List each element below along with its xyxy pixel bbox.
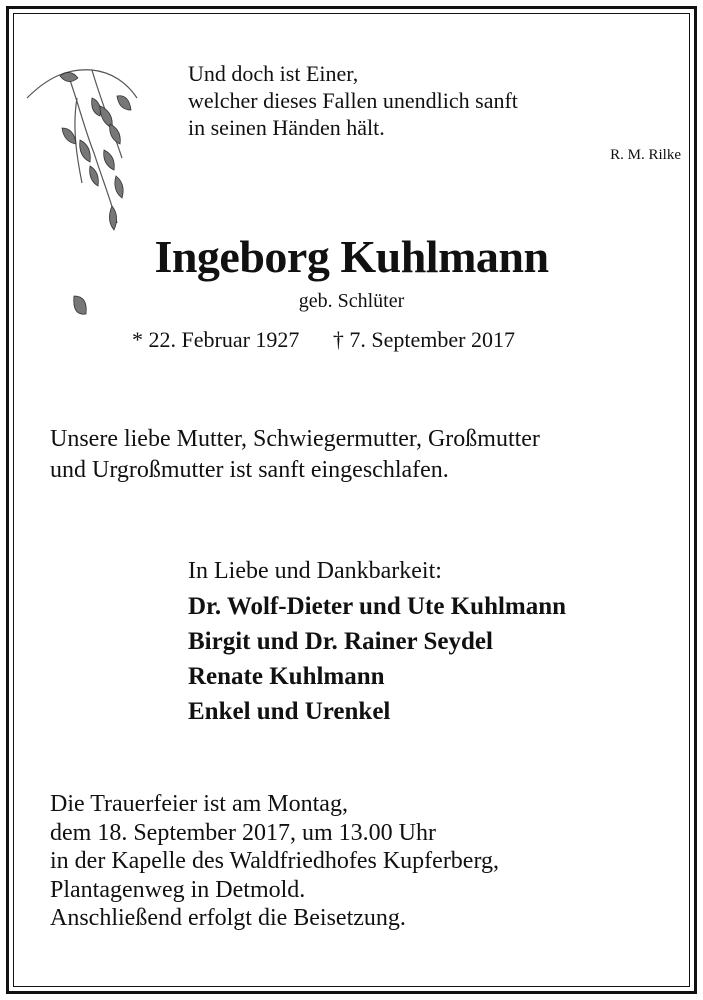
mourners-heading: In Liebe und Dankbarkeit: [188,558,442,584]
funeral-line: in der Kapelle des Waldfriedhofes Kupferberg, [50,848,500,874]
funeral-line: Plantagenweg in Detmold. [50,876,306,903]
funeral-line: dem 18. September 2017, um 13.00 Uhr [50,819,436,846]
mourner-name: Birgit und Dr. Rainer Seydel [188,628,493,655]
mourner-name: Dr. Wolf-Dieter und Ute Kuhlmann [188,593,567,620]
poem-author: R. M. Rilke [610,147,681,163]
birth-date: * 22. Februar 1927 [132,327,300,352]
maiden-name: geb. Schlüter [298,290,405,312]
poem-line: in seinen Händen hält. [188,115,385,140]
poem [188,60,518,141]
funeral-line: Anschließend erfolgt die Beisetzung. [50,905,406,931]
announcement-text [50,424,540,486]
poem-line: Und doch ist Einer, [188,61,359,86]
funeral-details [50,790,499,933]
deceased-name: Ingeborg Kuhlmann [154,231,549,282]
mourners [188,554,566,729]
death-date: † 7. September 2017 [332,327,516,352]
life-dates [132,327,515,353]
announcement-line: Unsere liebe Mutter, Schwiegermutter, Großmutter [50,426,540,452]
mourner-name: Enkel und Urenkel [188,698,391,725]
poem-line: welcher dieses Fallen unendlich sanft [188,88,518,113]
announcement-line: und Urgroßmutter ist sanft eingeschlafen. [50,457,449,483]
mourner-name: Renate Kuhlmann [188,663,385,690]
funeral-line: Die Trauerfeier ist am Montag, [50,791,348,817]
